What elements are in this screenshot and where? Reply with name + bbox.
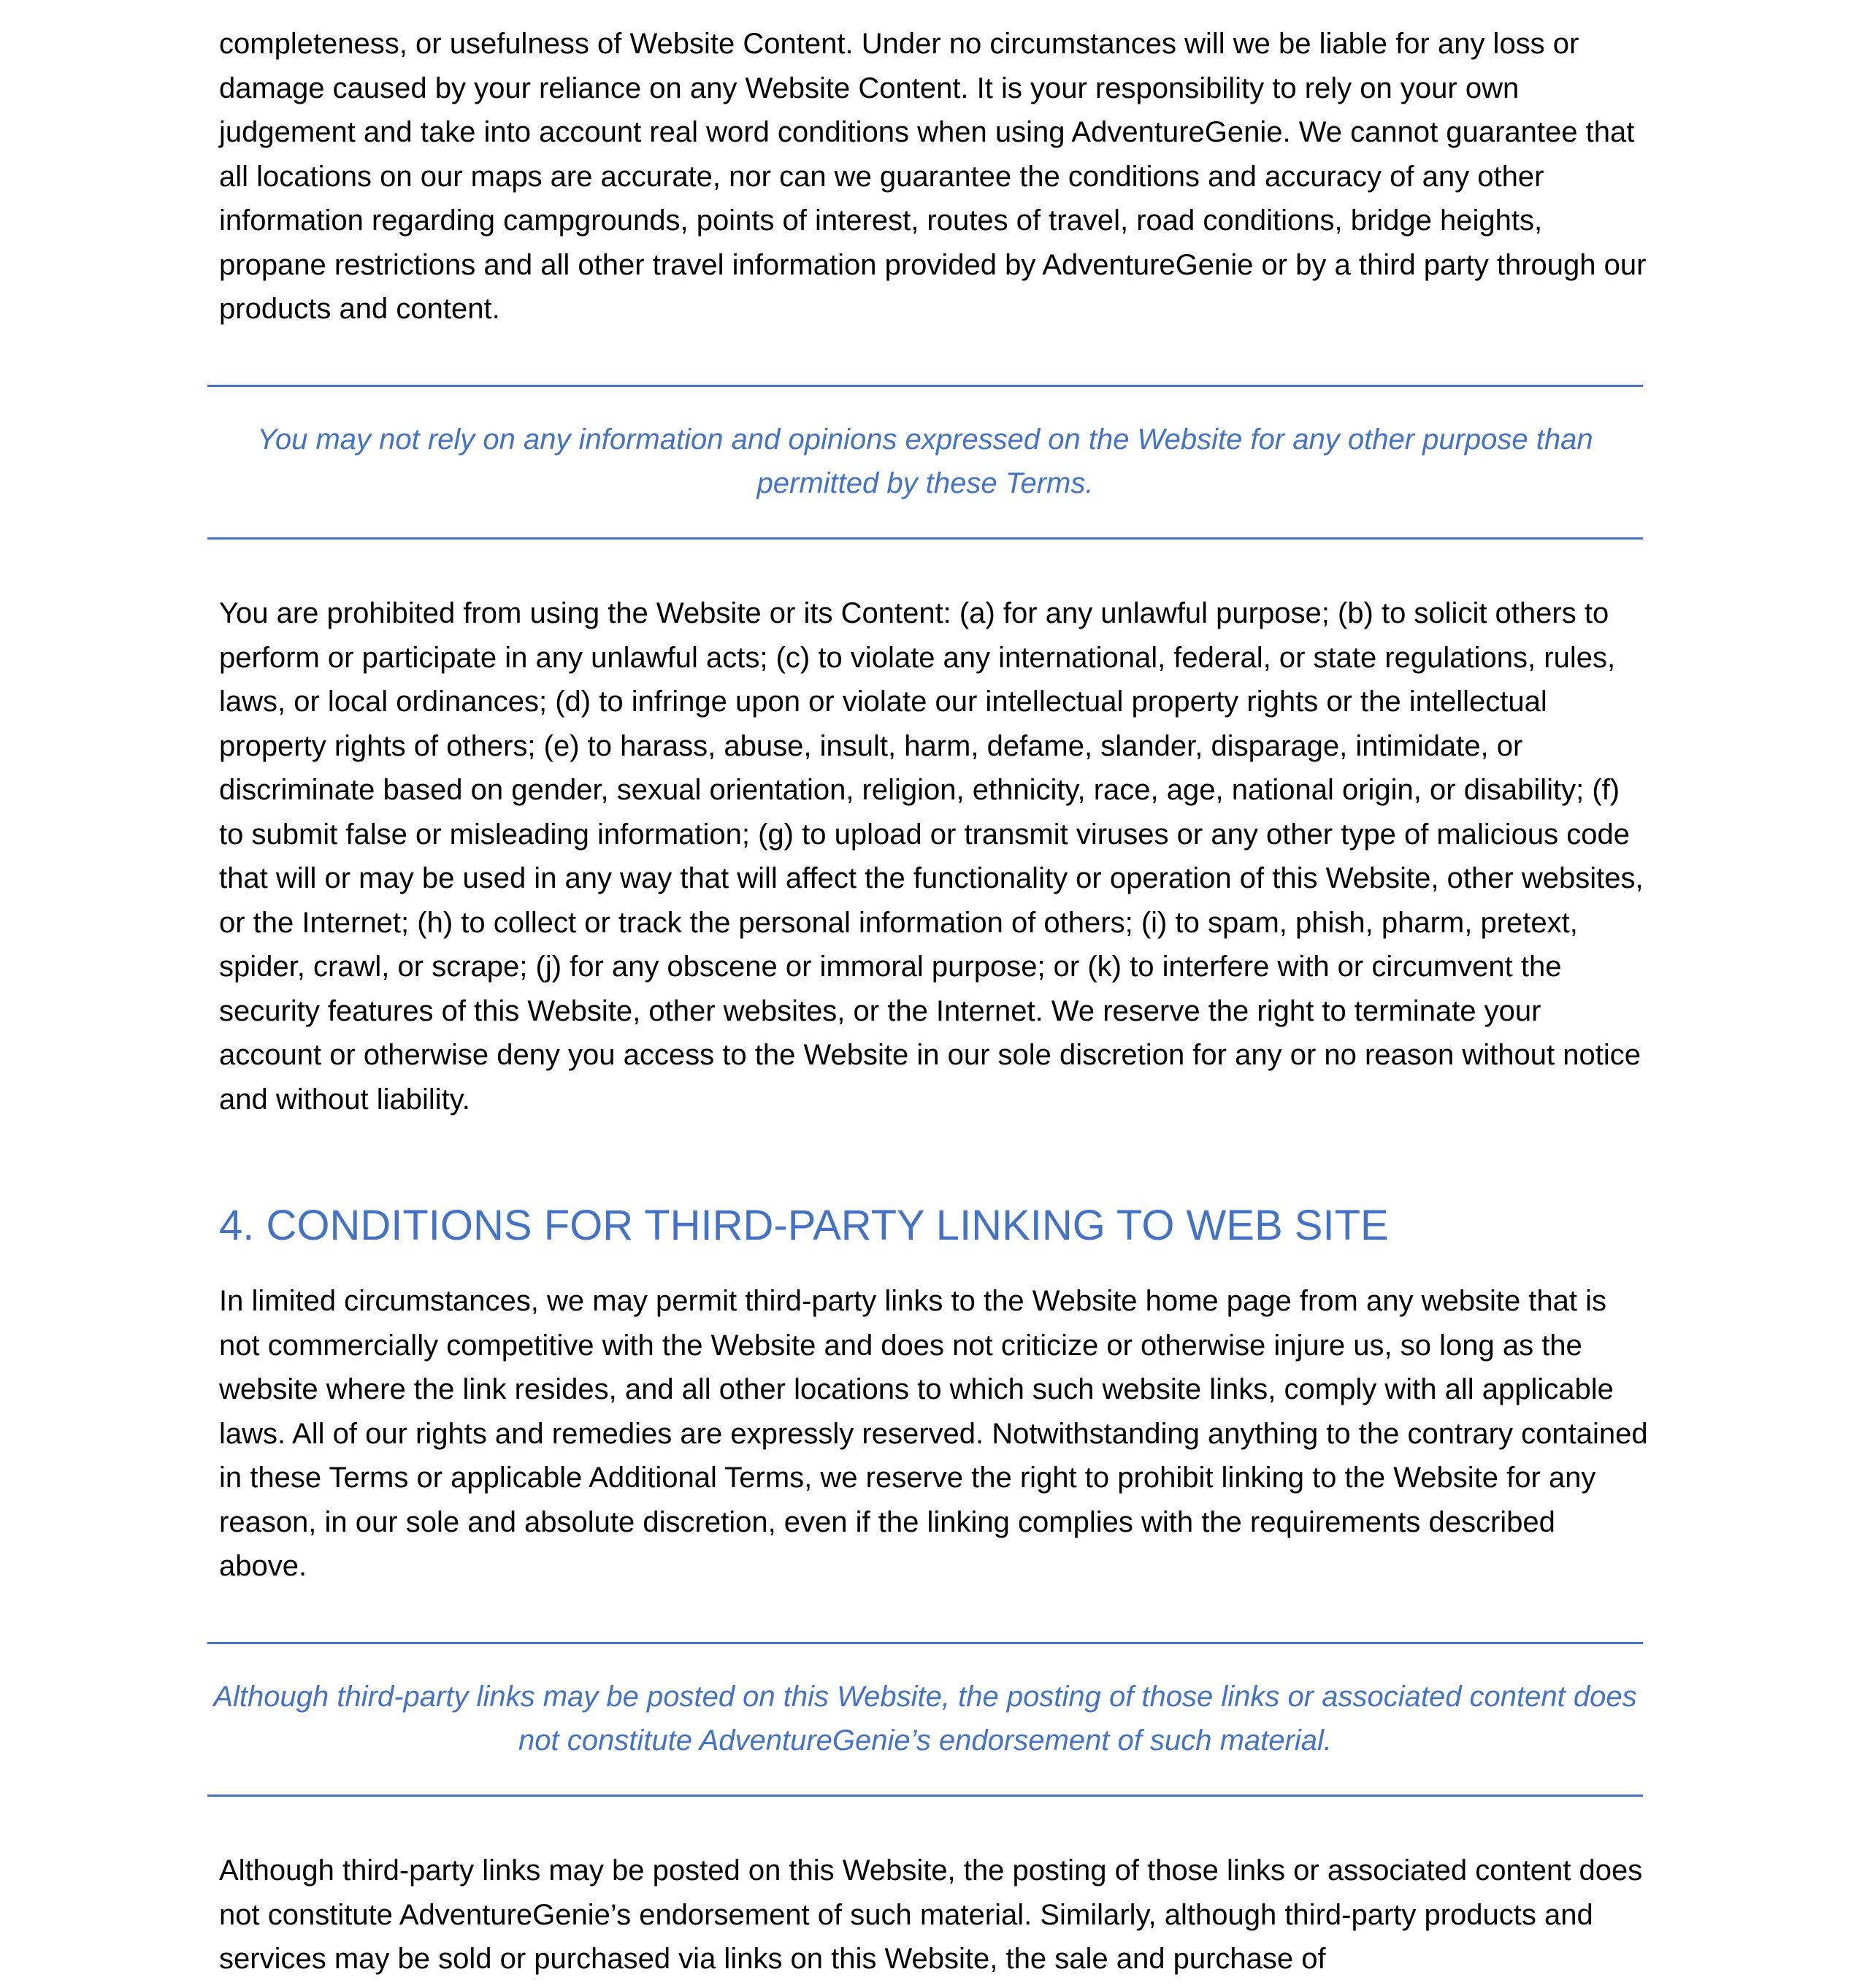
pull-quote-endorsement-text: Although third-party links may be posted on this Website, the posting of those links or associated content does not constitute AdventureGenie’s endorsement of such material.: [213, 1681, 1637, 1757]
section-4-heading: 4. CONDITIONS FOR THIRD-PARTY LINKING TO WEB SITE: [219, 1202, 1389, 1249]
pull-quote-reliance: [207, 385, 1643, 540]
paragraph-liability: completeness, or usefulness of Website Content. Under no circumstances will we be liable for any loss or damage caused by your reliance on any Website Content. It is your responsibility to rely on your own judgement and take into account real word conditions when using AdventureGenie. We cannot guarantee that all locations on our maps are accurate, nor can we guarantee the conditions and accuracy of any other information regarding campgrounds, points of interest, routes of travel, road conditions, bridge heights, propane restrictions and all other travel information provided by AdventureGenie or by a third party through our products and content.: [219, 28, 1647, 325]
paragraph-endorsement: Although third-party links may be posted on this Website, the posting of those links or associated content does not constitute AdventureGenie’s endorsement of such material. Similarly, although third-party products and services may be sold or purchased via links on this Website, the sale and purchase of: [219, 1854, 1643, 1975]
pull-quote-reliance-text: You may not rely on any information and opinions expressed on the Website for any other purpose than permitted by these Terms.: [257, 423, 1593, 499]
pull-quote-endorsement: [207, 1642, 1643, 1797]
paragraph-prohibited-uses: You are prohibited from using the Website or its Content: (a) for any unlawful purpose; (b) to solicit others to perform or participate in any unlawful acts; (c) to violate any international, federal, or state regulations, rules, laws, or local ordinances; (d) to infringe upon or violate our intellectual property rights or the intellectual property rights of others; (e) to harass, abuse, insult, harm, defame, slander, disparage, intimidate, or discriminate based on gender, sexual orientation, religion, ethnicity, race, age, national origin, or disability; (f) to submit false or misleading information; (g) to upload or transmit viruses or any other type of malicious code that will or may be used in any way that will affect the functionality or operation of this Website, other websites, or the Internet; (h) to collect or track the personal information of others; (i) to spam, phish, pharm, pretext, spider, crawl, or scrape; (j) for any obscene or immoral purpose; or (k) to interfere with or circumvent the security features of this Website, other websites, or the Internet. We reserve the right to terminate your account or otherwise deny you access to the Website in our sole discretion for any or no reason without notice and without liability.: [219, 597, 1644, 1116]
paragraph-third-party-linking: In limited circumstances, we may permit third-party links to the Website home page from any website that is not commercially competitive with the Website and does not criticize or otherwise injure us, so long as the website where the link resides, and all other locations to which such website links, comply with all applicable laws. All of our rights and remedies are expressly reserved. Notwithstanding anything to the contrary contained in these Terms or applicable Additional Terms, we reserve the right to prohibit linking to the Website for any reason, in our sole and absolute discretion, even if the linking complies with the requirements described above.: [219, 1285, 1648, 1582]
